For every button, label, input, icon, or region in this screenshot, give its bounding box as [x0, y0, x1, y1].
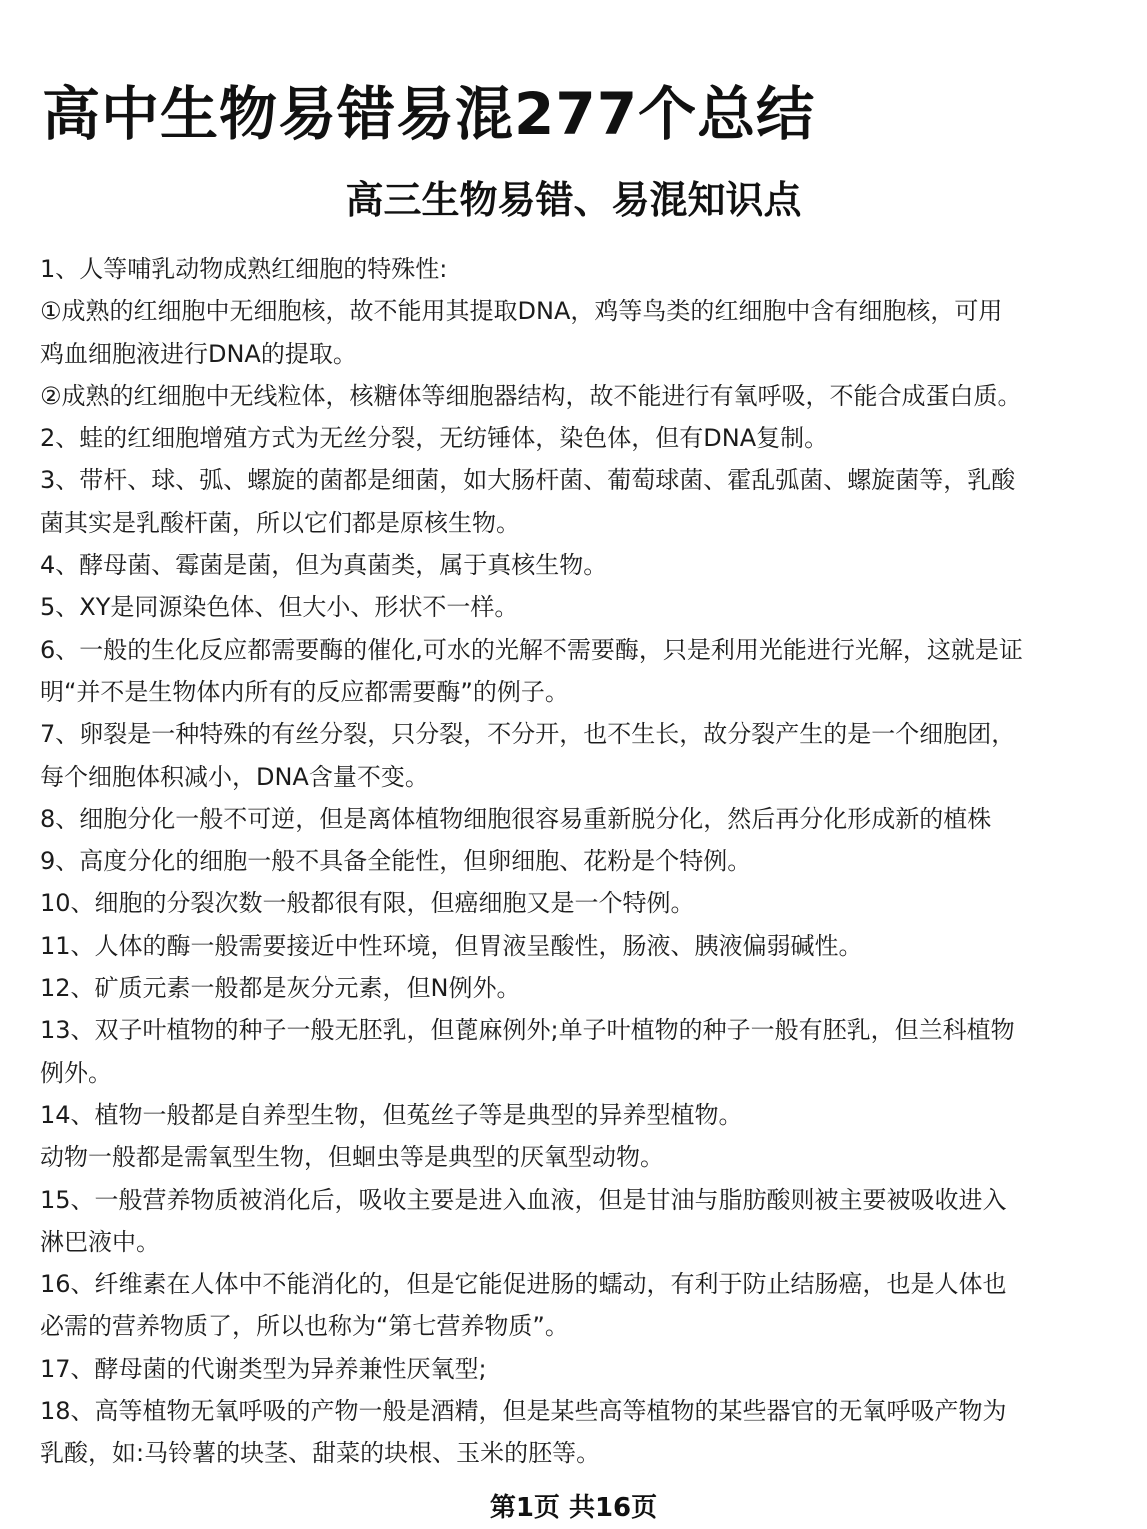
text-line: 9、高度分化的细胞一般不具备全能性，但卵细胞、花粉是个特例。 [40, 847, 752, 876]
text-line: 淋巴液中。 [40, 1227, 160, 1256]
text-line: 17、酵母菌的代谢类型为异养兼性厌氧型; [40, 1354, 487, 1383]
text-line: 1、人等哺乳动物成熟红细胞的特殊性: [40, 255, 448, 283]
text-line: 11、人体的酶一般需要接近中性环境，但胃液呈酸性，肠液、胰液偏弱碱性。 [40, 931, 863, 960]
text-line: 鸡血细胞液进行DNA的提取。 [40, 339, 357, 368]
page-number-footer: 第1页 共16页 [489, 1493, 658, 1523]
text-line: 动物一般都是需氧型生物，但蛔虫等是典型的厌氧型动物。 [40, 1143, 664, 1172]
text-line: 每个细胞体积减小，DNA含量不变。 [40, 762, 429, 791]
page-title: 高中生物易错易混277个总结 [42, 80, 816, 148]
section-subtitle: 高三生物易错、易混知识点 [345, 178, 802, 222]
text-line: 必需的营养物质了，所以也称为“第七营养物质”。 [40, 1312, 569, 1341]
text-line: 13、双子叶植物的种子一般无胚乳，但蓖麻例外;单子叶植物的种子一般有胚乳，但兰科植物 [40, 1016, 1015, 1045]
text-line: 4、酵母菌、霉菌是菌，但为真菌类，属于真核生物。 [40, 551, 608, 580]
content-body [40, 248, 1108, 1475]
text-line: 7、卵裂是一种特殊的有丝分裂，只分裂，不分开，也不生长，故分裂产生的是一个细胞团， [40, 720, 1016, 749]
text-line: 2、蛙的红细胞增殖方式为无丝分裂，无纺锤体，染色体，但有DNA复制。 [40, 424, 829, 453]
text-line: 3、带杆、球、弧、螺旋的菌都是细菌，如大肠杆菌、葡萄球菌、霍乱弧菌、螺旋菌等，乳酸 [40, 466, 1016, 495]
text-line: 16、纤维素在人体中不能消化的，但是它能促进肠的蠕动，有利于防止结肠癌，也是人体也 [40, 1270, 1007, 1299]
text-line: 14、植物一般都是自养型生物，但菟丝子等是典型的异养型植物。 [40, 1100, 743, 1129]
text-line: 6、一般的生化反应都需要酶的催化,可水的光解不需要酶，只是利用光能进行光解，这就是证 [40, 635, 1023, 664]
text-line: 15、一般营养物质被消化后，吸收主要是进入血液，但是甘油与脂肪酸则被主要被吸收进入 [40, 1185, 1007, 1214]
text-line: ①成熟的红细胞中无细胞核，故不能用其提取DNA，鸡等鸟类的红细胞中含有细胞核，可用 [40, 297, 1003, 326]
text-line: 例外。 [40, 1058, 112, 1087]
text-line: 明“并不是生物体内所有的反应都需要酶”的例子。 [40, 677, 569, 706]
text-line: 5、XY是同源染色体、但大小、形状不一样。 [40, 593, 519, 622]
text-line: 乳酸，如:马铃薯的块茎、甜菜的块根、玉米的胚等。 [40, 1439, 601, 1468]
text-line: 10、细胞的分裂次数一般都很有限，但癌细胞又是一个特例。 [40, 889, 695, 918]
text-line: 菌其实是乳酸杆菌，所以它们都是原核生物。 [40, 508, 520, 537]
text-line: 18、高等植物无氧呼吸的产物一般是酒精，但是某些高等植物的某些器官的无氧呼吸产物为 [40, 1397, 1007, 1426]
text-line: 8、细胞分化一般不可逆，但是离体植物细胞很容易重新脱分化，然后再分化形成新的植株 [40, 804, 992, 833]
text-line: ②成熟的红细胞中无线粒体，核糖体等细胞器结构，故不能进行有氧呼吸，不能合成蛋白质。 [40, 381, 1022, 410]
text-line: 12、矿质元素一般都是灰分元素，但N例外。 [40, 974, 521, 1003]
